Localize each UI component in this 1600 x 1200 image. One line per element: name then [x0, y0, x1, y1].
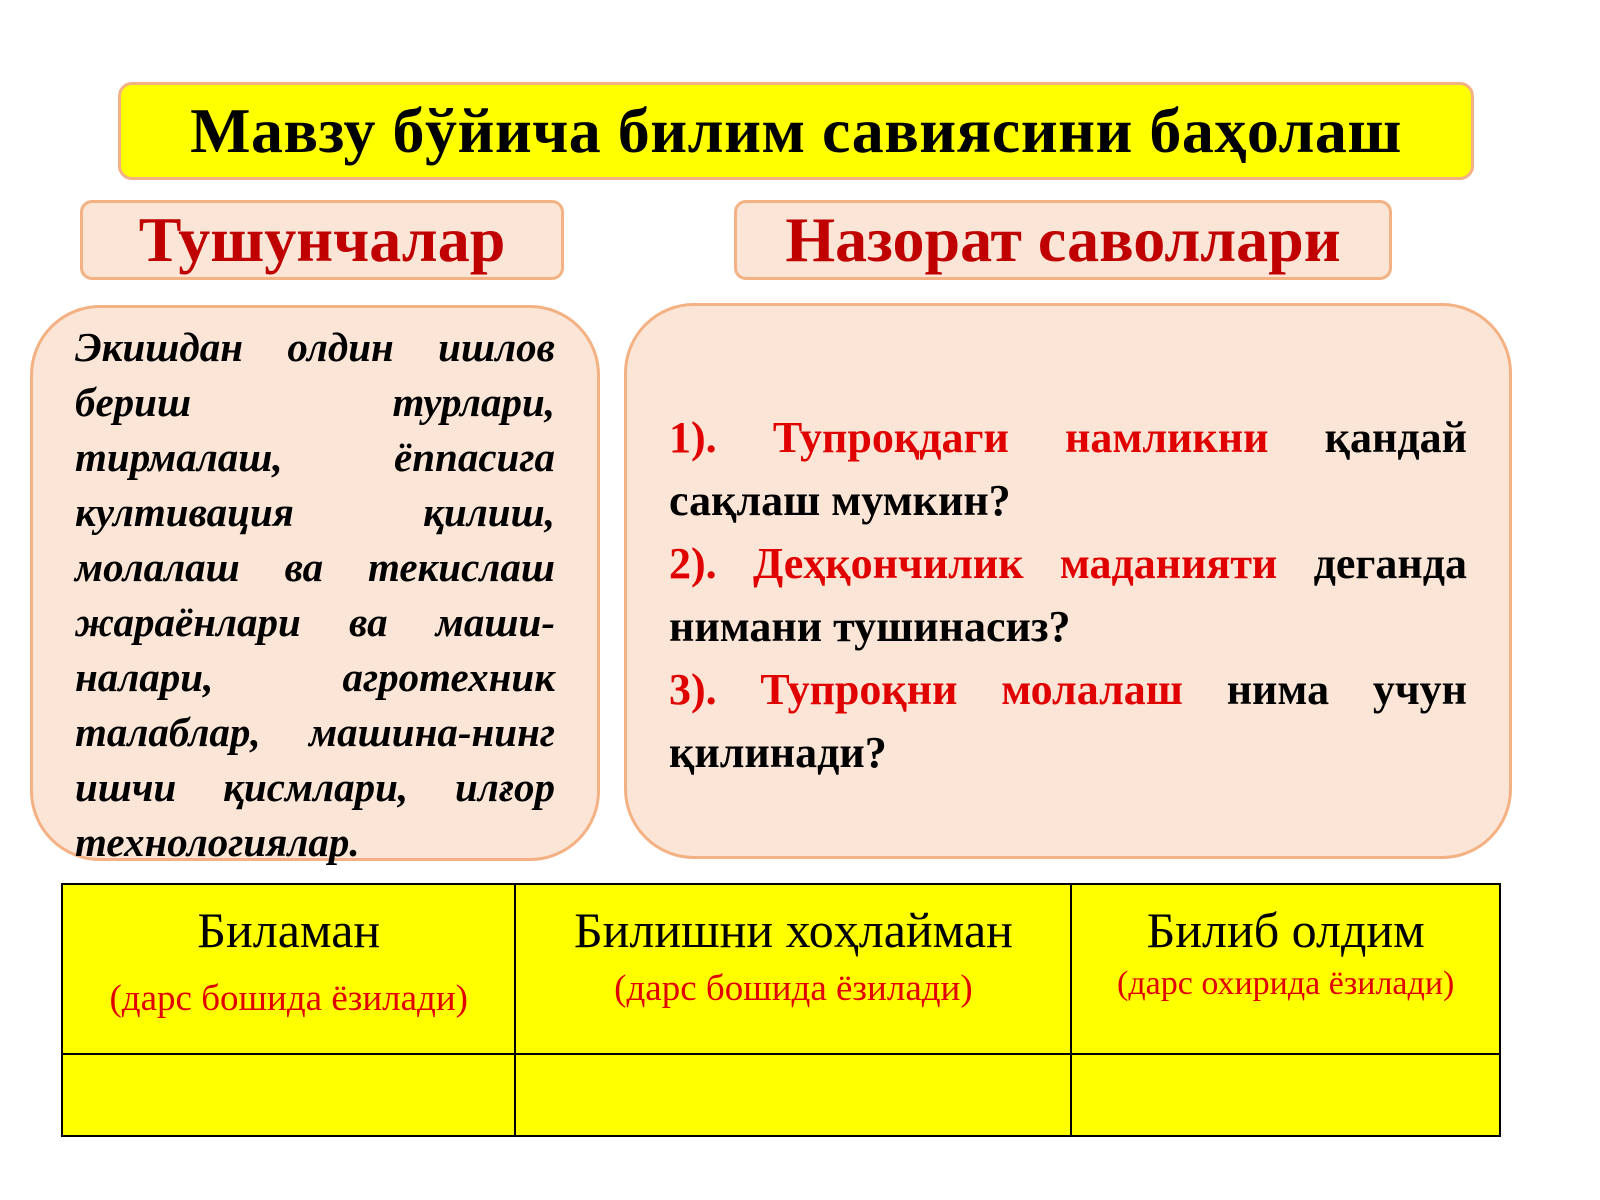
- questions-heading-box: [734, 200, 1392, 280]
- question-2: [669, 532, 1467, 658]
- question-1: [669, 406, 1467, 532]
- kwl-header-row: [62, 884, 1500, 1054]
- questions-panel: [624, 303, 1512, 859]
- kwl-header-know: [62, 884, 515, 1054]
- kwl-cell-know[interactable]: [62, 1054, 515, 1136]
- kwl-label-want: Билишни хоҳлайман: [573, 902, 1013, 958]
- kwl-cell-learned[interactable]: [1071, 1054, 1500, 1136]
- kwl-label-know: Биламан: [197, 902, 381, 958]
- question-3-topic: 3). Тупроқни молалаш: [669, 665, 1183, 714]
- slide-title-box: [118, 82, 1474, 180]
- question-2-topic: 2). Деҳқончилик маданияти: [669, 539, 1278, 588]
- kwl-cell-want[interactable]: [515, 1054, 1071, 1136]
- question-2-rest: деганда нимани тушинасиз?: [669, 539, 1467, 651]
- concepts-text: Экишдан олдин ишлов бериш турлари, тирмалаш, ёппасига култивация қилиш, молалаш ва текислаш жараёнлари ва маши-налари, агротехник талаблар, машина-нинг ишчи қисмлари, илғор технологиялар.: [75, 324, 555, 865]
- question-3-rest: нима учун қилинади?: [669, 665, 1467, 777]
- kwl-answer-row: [62, 1054, 1500, 1136]
- concepts-heading: Тушунчалар: [138, 204, 506, 275]
- kwl-note-want: (дарс бошида ёзилади): [614, 968, 973, 1009]
- concepts-panel: [30, 305, 600, 865]
- question-3: [669, 658, 1467, 784]
- question-1-rest: қандай сақлаш мумкин?: [669, 413, 1467, 525]
- question-1-topic: 1). Тупроқдаги намликни: [669, 413, 1269, 462]
- kwl-note-know: (дарс бошида ёзилади): [109, 978, 468, 1019]
- questions-heading: Назорат саволлари: [785, 204, 1341, 275]
- kwl-note-learned: (дарс охирида ёзилади): [1117, 965, 1455, 1002]
- kwl-label-learned: Билиб олдим: [1146, 902, 1425, 958]
- slide-title: Мавзу бўйича билим савиясини баҳолаш: [190, 95, 1402, 166]
- kwl-header-learned: [1071, 884, 1500, 1054]
- concepts-heading-box: [80, 200, 564, 280]
- kwl-header-want: [515, 884, 1071, 1054]
- kwl-table: [61, 883, 1501, 1137]
